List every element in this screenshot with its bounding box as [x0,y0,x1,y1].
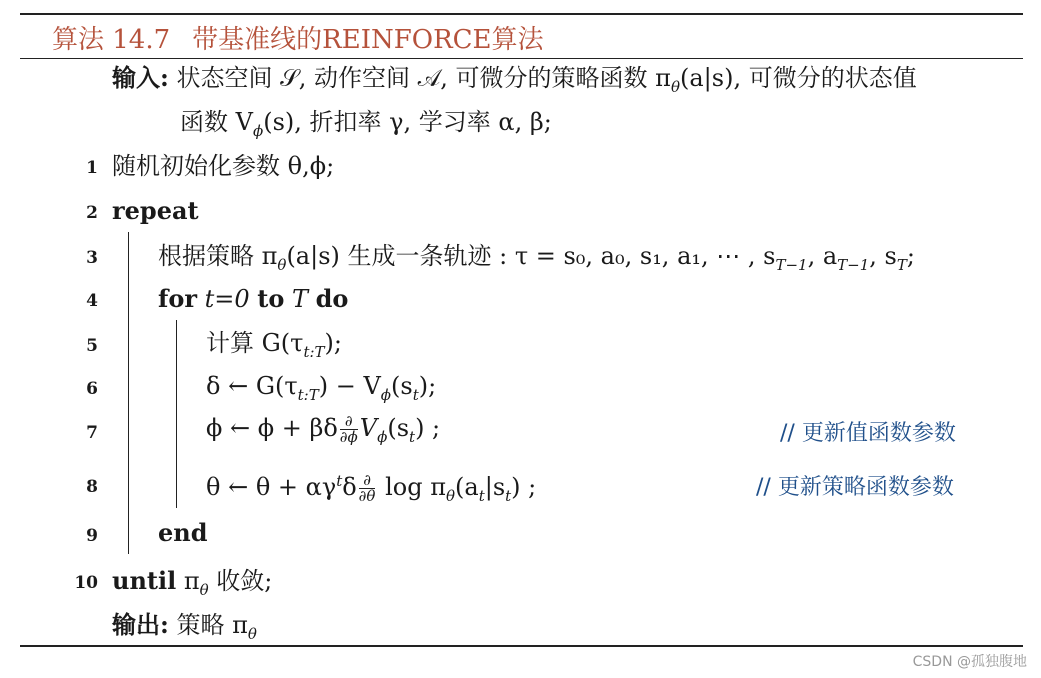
step-3-sub4: T [896,255,907,274]
for-range-start: t=0 [196,285,258,313]
step-8-sup: t [336,472,343,490]
line-number-10: 10 [74,573,98,593]
step-7-frac-num: ∂ [340,414,358,430]
step-8-b: δ [342,473,357,501]
step-3-b: (a|s) 生成一条轨迹 : τ = s₀, a₀, s₁, a₁, ⋯ , s [286,242,776,270]
line-number-4: 4 [86,291,98,311]
input-text-1-tail: (a|s), 可微分的状态值 [680,64,917,92]
step-7-fraction [340,414,358,445]
step-7-comment: // 更新值函数参数 [780,421,956,446]
step-8-fraction [359,473,376,504]
step-8-comment: // 更新策略函数参数 [756,475,954,500]
line-number-1: 1 [86,158,98,178]
step-8-frac-den: ∂θ [358,487,376,505]
output-text: 策略 π [168,611,248,639]
bottom-rule [20,645,1023,647]
step-3-e: ; [906,242,915,270]
step-8-d: (a [455,473,479,501]
step-7-b: V [359,414,378,442]
do-keyword: do [315,284,349,313]
step-7-frac-den: ∂ϕ [339,428,358,446]
output-sub: θ [247,624,257,643]
input-line-2 [180,107,552,146]
for-block-bar [176,320,177,508]
step-3-sub2: T−1 [775,255,808,274]
input-line-1 [112,63,917,102]
step-6-sub3: t [412,385,419,404]
step-1: 随机初始化参数 θ,ϕ; [112,152,335,180]
step-6-b: ) − V [318,372,381,400]
step-3 [158,241,915,280]
step-10-a: π [176,567,200,595]
input-label: 输入: [112,63,169,92]
step-8-sub: θ [446,486,456,505]
step-3-sub3: T−1 [837,255,870,274]
step-7-d: ) ; [415,414,441,442]
watermark: CSDN @孤独腹地 [912,654,1027,670]
step-4-for [158,284,348,314]
for-keyword: for [158,284,197,313]
line-number-8: 8 [86,477,98,497]
header-rule [20,58,1023,59]
step-7-sub: ϕ [377,427,388,446]
step-10-b: 收敛; [208,567,273,595]
algorithm-header [52,19,544,56]
step-8 [206,466,536,511]
step-8-f: ) ; [511,473,537,501]
line-number-2: 2 [86,203,98,223]
line-number-7: 7 [86,423,98,443]
step-8-frac-num: ∂ [359,473,376,489]
output-label: 输出: [112,610,169,639]
step-5-b: ); [324,329,342,357]
for-range-end: T [284,285,316,313]
step-5-a: 计算 G(τ [206,329,304,357]
step-6-c: (s [391,372,413,400]
step-6-sub2: ϕ [380,385,392,404]
input-text-2-tail: (s), 折扣率 γ, 学习率 α, β; [263,108,552,136]
step-7-sub2: t [409,427,416,446]
step-10-until [112,566,272,605]
line-number-6: 6 [86,379,98,399]
step-3-d: , s [869,242,897,270]
step-5 [206,328,342,367]
step-9-end: end [158,518,208,547]
output-line [112,610,257,649]
step-8-e: |s [484,473,506,501]
step-8-a: θ ← θ + αγ [206,473,337,501]
input-text-1: 状态空间 𝒮, 动作空间 𝒜, 可微分的策略函数 π [176,64,671,92]
step-7 [206,413,440,452]
input-sub-2: ϕ [252,121,264,140]
step-6-a: δ ← G(τ [206,372,298,400]
step-7-a: ϕ ← ϕ + βδ [206,414,338,442]
to-keyword: to [257,284,285,313]
step-10-sub: θ [199,580,209,599]
until-keyword: until [112,566,177,595]
step-8-sub2: t [478,486,485,505]
line-number-9: 9 [86,526,98,546]
step-5-sub: t:T [303,342,325,361]
step-3-c: , a [807,242,838,270]
input-sub-1: θ [670,77,680,96]
step-6-sub: t:T [297,385,319,404]
step-7-c: (s [387,414,410,442]
top-rule [20,13,1023,15]
step-2-repeat: repeat [112,196,199,225]
algorithm-title: 带基准线的REINFORCE算法 [192,25,544,55]
step-6-d: ); [418,372,437,400]
repeat-block-bar [128,232,129,554]
step-8-sub3: t [505,486,512,505]
step-3-sub: θ [277,255,287,274]
step-8-c: log π [377,473,446,501]
line-number-5: 5 [86,336,98,356]
step-3-a: 根据策略 π [158,242,278,270]
algorithm-label: 算法 14.7 [52,25,171,55]
step-6 [206,371,436,410]
input-text-2: 函数 V [180,108,253,136]
line-number-3: 3 [86,248,98,268]
